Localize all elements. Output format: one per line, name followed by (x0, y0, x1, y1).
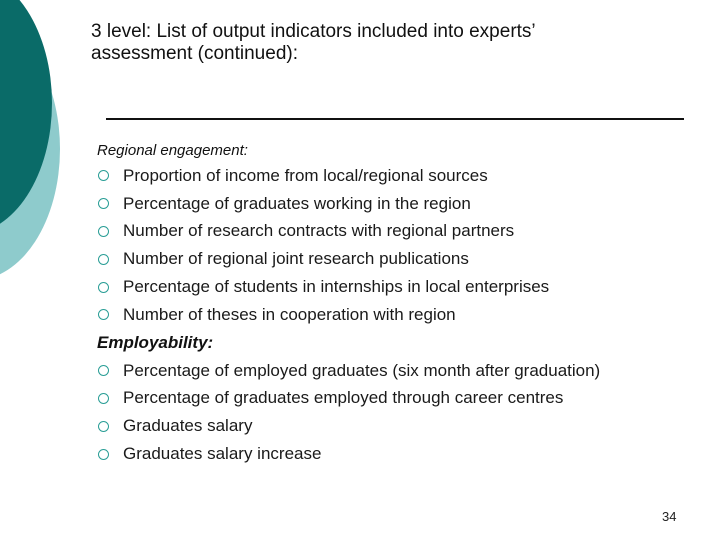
list-item (97, 218, 707, 246)
list-item-text: Number of research contracts with regional partners (123, 221, 515, 241)
list-item (97, 440, 707, 468)
bullet-icon (98, 170, 109, 181)
bullet-icon (98, 393, 109, 404)
bullet-icon (98, 421, 109, 432)
employability-list (97, 357, 707, 468)
section-heading-employability: Employability: (97, 332, 214, 352)
list-item-text: Percentage of graduates working in the region (123, 193, 471, 213)
title-divider (106, 118, 684, 120)
bullet-icon (98, 282, 109, 293)
list-item (97, 190, 707, 218)
page-number: 34 (662, 509, 677, 524)
bullet-icon (98, 226, 109, 237)
slide-title-line-1: 3 level: List of output indicators included into experts’ (91, 21, 536, 42)
bullet-icon (98, 449, 109, 460)
list-item (97, 357, 707, 385)
bullet-icon (98, 254, 109, 265)
slide-title-line-2: assessment (continued): (91, 43, 298, 64)
list-item (97, 273, 707, 301)
bullet-icon (98, 365, 109, 376)
bullet-icon (98, 309, 109, 320)
list-item-text: Graduates salary increase (123, 444, 322, 464)
list-item-text: Percentage of employed graduates (six month after graduation) (123, 360, 601, 380)
list-item (97, 412, 707, 440)
list-item-text: Number of regional joint research publications (123, 249, 469, 269)
slide-content (97, 140, 707, 468)
list-item-text: Graduates salary (123, 416, 253, 436)
list-item-text: Percentage of students in internships in local enterprises (123, 277, 550, 297)
list-item (97, 245, 707, 273)
list-item (97, 385, 707, 413)
bullet-icon (98, 198, 109, 209)
section-heading-regional-engagement: Regional engagement: (97, 142, 248, 159)
list-item-text: Number of theses in cooperation with region (123, 304, 456, 324)
list-item (97, 301, 707, 329)
list-item-text: Percentage of graduates employed through career centres (123, 388, 564, 408)
list-item-text: Proportion of income from local/regional sources (123, 165, 488, 185)
regional-engagement-list (97, 162, 707, 329)
list-item (97, 162, 707, 190)
slide-title (91, 21, 691, 65)
